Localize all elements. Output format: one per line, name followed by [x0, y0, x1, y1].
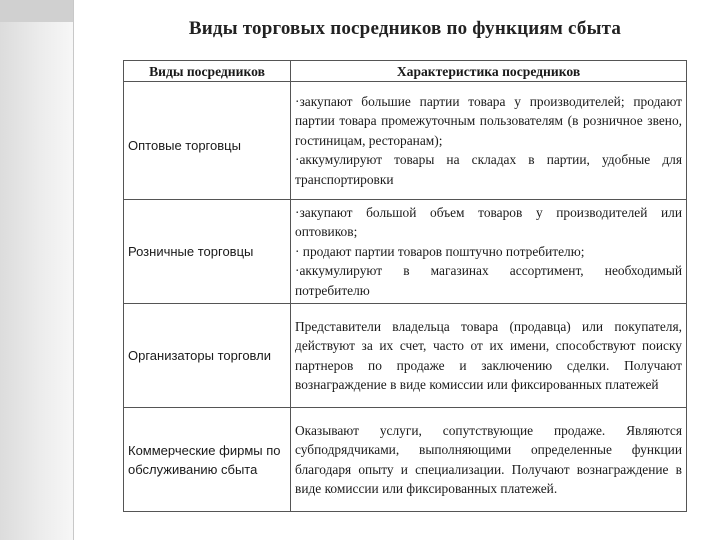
- header-types: Виды посредников: [124, 61, 291, 82]
- row-desc-retail: [291, 200, 687, 304]
- frame-edge: [73, 0, 74, 540]
- desc-line: ·закупают большие партии товара у производителей; продают партии товара промежуточным пользователям (в розничное звено, гостиницам, ресторанам);: [295, 93, 682, 148]
- header-characteristics: Характеристика посредников: [291, 61, 687, 82]
- row-type-organizers: Организаторы торговли: [124, 304, 291, 408]
- desc-line: ·аккумулируют товары на складах в партии, удобные для транспортировки: [295, 152, 682, 187]
- desc-line: ·аккумулируют в магазинах ассортимент, необходимый потребителю: [295, 263, 682, 298]
- row-type-retail: Розничные торговцы: [124, 200, 291, 304]
- table-row: [124, 200, 687, 304]
- row-type-wholesale: Оптовые торговцы: [124, 82, 291, 200]
- desc-line: Оказывают услуги, сопутствующие продаже. Являются субподрядчиками, выполняющими определенные функции благодаря опыту и специализации. Получают вознаграждение в виде комиссии или фиксированных платежей.: [295, 422, 682, 496]
- desc-line: · продают партии товаров поштучно потребителю;: [295, 243, 585, 259]
- page-title: Виды торговых посредников по функциям сбыта: [188, 18, 622, 39]
- row-desc-service-firms: [291, 408, 687, 512]
- intermediaries-table: [123, 60, 687, 512]
- row-desc-organizers: [291, 304, 687, 408]
- desc-line: ·закупают большой объем товаров у производителей или оптовиков;: [295, 204, 682, 240]
- table-row: [124, 82, 687, 200]
- frame-notch: [0, 0, 74, 22]
- table-header-row: [124, 61, 687, 82]
- table-row: [124, 408, 687, 512]
- row-type-service-firms: Коммерческие фирмы по обслуживанию сбыта: [124, 408, 291, 512]
- row-desc-wholesale: [291, 82, 687, 200]
- left-decorative-frame: [0, 0, 74, 540]
- desc-line: Представители владельца товара (продавца) или покупателя, действуют за их счет, часто от их имени, способствуют поиску партнеров по продаже и заключению сделки. Получают вознаграждение в виде комиссии или фиксированных платежей: [295, 318, 682, 392]
- table-row: [124, 304, 687, 408]
